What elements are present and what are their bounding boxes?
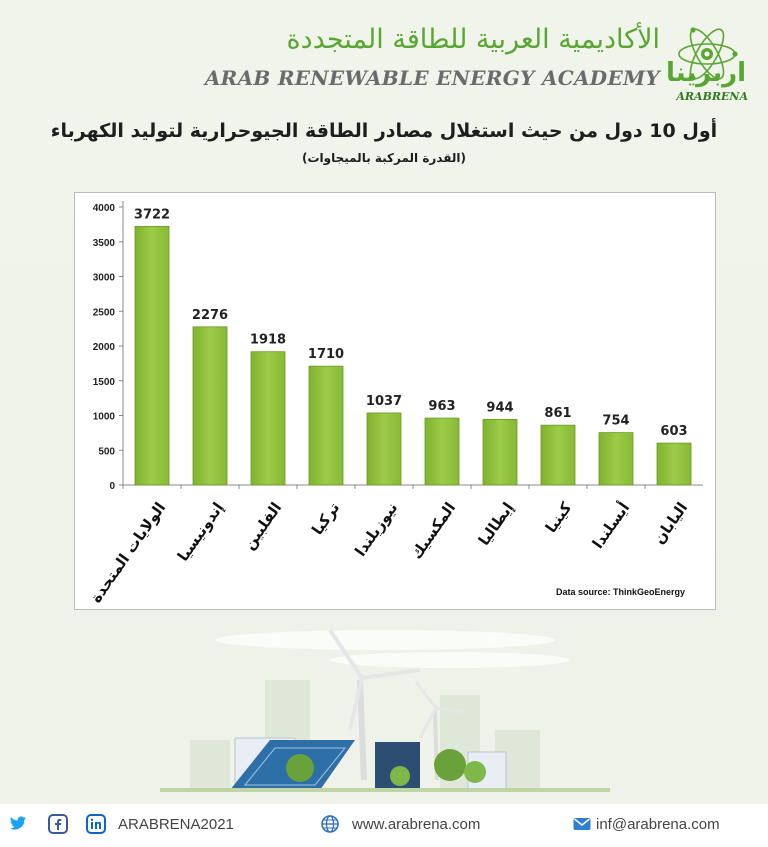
x-category-label: تركيا (308, 498, 344, 539)
y-tick-label: 500 (98, 446, 115, 458)
bar-value-label: 2276 (191, 307, 229, 323)
bar-value-label: 1037 (365, 393, 403, 409)
bar-value-label: 963 (428, 399, 456, 415)
bar (135, 226, 169, 485)
x-category-label: اليابان (649, 498, 692, 548)
y-tick-label: 4000 (92, 203, 115, 214)
bar (425, 418, 459, 485)
data-source-note: Data source: ThinkGeoEnergy (555, 587, 685, 597)
bar-value-label: 603 (660, 424, 688, 440)
org-name-arabic: الأكاديمية العربية للطاقة المتجددة (286, 24, 660, 55)
x-category-label: كينيا (541, 498, 576, 537)
x-category-label: الولايات المتحدة (86, 498, 170, 607)
bar (367, 413, 401, 485)
email-icon (572, 814, 592, 834)
bar-value-label: 754 (602, 413, 630, 429)
bar (657, 443, 691, 485)
y-tick-label: 3500 (92, 237, 115, 249)
renewable-city-illustration (150, 620, 620, 800)
email-link[interactable]: inf@arabrena.com (596, 816, 720, 833)
bar (251, 352, 285, 485)
y-tick-label: 3000 (92, 272, 115, 284)
y-tick-label: 2000 (92, 342, 115, 353)
bar-value-label: 944 (486, 400, 514, 416)
twitter-icon[interactable] (8, 814, 28, 834)
y-tick-label: 2500 (92, 307, 115, 319)
website-link[interactable]: www.arabrena.com (352, 816, 481, 833)
social-handle[interactable]: ARABRENA2021 (118, 816, 234, 833)
chart-subtitle: (القدرة المركبة بالميجاوات) (301, 151, 467, 165)
logo-english-text: ARABRENA (676, 90, 748, 103)
facebook-icon[interactable] (48, 814, 68, 834)
bar-value-label: 1710 (307, 347, 345, 363)
bar (483, 419, 517, 485)
y-tick-label: 1500 (92, 376, 115, 388)
x-category-label: الفلبين (239, 498, 286, 554)
x-category-label: نيوزيلندا (351, 498, 402, 560)
org-name-english: ARAB RENEWABLE ENERGY ACADEMY (204, 66, 660, 90)
x-category-label: المكسيك (407, 498, 460, 563)
x-category-label: إيطاليا (474, 498, 518, 549)
bar (309, 366, 343, 485)
globe-icon (320, 814, 340, 834)
atom-logo-icon (664, 4, 750, 104)
chart-title: أول 10 دول من حيث استغلال مصادر الطاقة الجيوحرارية لتوليد الكهرباء (50, 120, 718, 142)
chart-panel (74, 192, 716, 610)
x-category-label: إندونيسيا (173, 498, 228, 565)
bar (541, 425, 575, 485)
logo-arabic-text: اربرينا (666, 58, 746, 88)
footer (0, 804, 768, 847)
bar-value-label: 1918 (249, 332, 287, 348)
bar-chart (75, 193, 715, 609)
bar (599, 433, 633, 485)
bar-value-label: 3722 (133, 207, 171, 223)
bar (193, 327, 227, 485)
bar-value-label: 861 (544, 406, 572, 422)
x-category-label: أيسلندا (588, 498, 634, 552)
y-tick-label: 0 (109, 481, 115, 492)
linkedin-icon[interactable] (86, 814, 106, 834)
y-tick-label: 1000 (92, 411, 115, 423)
